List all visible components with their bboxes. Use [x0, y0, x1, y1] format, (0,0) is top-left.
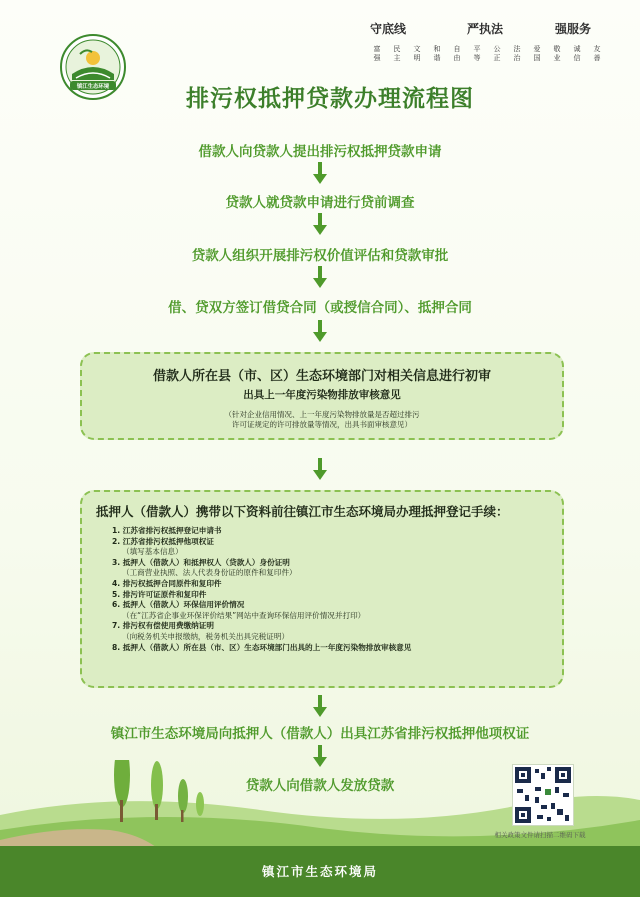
footer-org-name: 镇江市生态环境局: [261, 864, 378, 879]
step-6: 贷款人向借款人发放贷款: [245, 778, 395, 794]
preliminary-review-box: [80, 352, 564, 440]
list-item: 6. 抵押人（借款人）环保信用评价情况: [112, 600, 245, 610]
list-item-note: （向税务机关申报缴纳，税务机关出具完税证明）: [122, 631, 290, 641]
step-5: 镇江市生态环境局向抵押人（借款人）出具江苏省排污权抵押他项权证: [110, 726, 530, 742]
down-arrow-icon: [313, 695, 327, 717]
list-item: 1. 江苏省排污权抵押登记申请书: [112, 526, 222, 535]
step-4: 借、贷双方签订借贷合同（或授信合同）、抵押合同: [168, 300, 472, 316]
down-arrow-icon: [313, 162, 327, 184]
slogan-2: 严执法: [467, 22, 504, 36]
core-value: 爱国: [533, 45, 541, 62]
list-item-note: （填写基本信息）: [122, 547, 183, 557]
core-value: 法治: [513, 45, 521, 62]
core-value: 民主: [393, 45, 401, 62]
step-1: 借款人向贷款人提出排污权抵押贷款申请: [198, 144, 442, 160]
down-arrow-icon: [313, 458, 327, 480]
list-item: 5. 排污许可证原件和复印件: [112, 589, 207, 599]
core-value: 敬业: [553, 45, 561, 62]
down-arrow-icon: [313, 266, 327, 288]
box1-subtitle: 出具上一年度污染物排放审核意见: [243, 389, 401, 401]
core-value: 和谐: [433, 45, 441, 62]
core-value: 平等: [473, 45, 481, 62]
list-item: 4. 排污权抵押合同原件和复印件: [112, 578, 222, 588]
list-item: 3. 抵押人（借款人）和抵押权人（贷款人）身份证明: [112, 557, 290, 567]
box2-title: 抵押人（借款人）携带以下资料前往镇江市生态环境局办理抵押登记手续：: [96, 504, 509, 519]
core-values: [372, 45, 612, 69]
box1-title: 借款人所在县（市、区）生态环境部门对相关信息进行初审: [152, 369, 491, 384]
slogan-1: 守底线: [370, 22, 407, 36]
list-item: 7. 排污权有偿使用费缴纳证明: [112, 621, 214, 631]
core-value: 友善: [593, 45, 601, 62]
logo-emblem-icon: [60, 34, 126, 100]
qr-caption: 相关政策文件请扫描二维码下载: [494, 831, 586, 839]
list-item: 2. 江苏省排污权抵押他项权证: [112, 536, 214, 546]
down-arrow-icon: [313, 213, 327, 235]
box1-note: [152, 410, 492, 430]
page-title: 排污权抵押贷款办理流程图: [186, 85, 474, 112]
logo-text: 镇江生态环境: [76, 84, 110, 90]
box1-note-line-1: （针对企业信用情况、上一年度污染物排放量是否超过排污: [224, 410, 420, 419]
slogans: [370, 20, 620, 40]
registration-materials-box: [80, 490, 564, 688]
qr-code-icon[interactable]: [512, 764, 574, 826]
footer-bar: [0, 846, 640, 897]
list-item: 8. 抵押人（借款人）所在县（市、区）生态环境部门出具的上一年度污染物排放审核意见: [112, 642, 412, 652]
list-item-note: （在“江苏省企事业环保评价结果”网站中查询环保信用评价情况并打印）: [122, 610, 366, 620]
materials-list: [112, 526, 542, 653]
core-value: 自由: [453, 45, 461, 62]
slogan-3: 强服务: [555, 22, 592, 36]
list-item-note: （工商营业执照、法人代表身份证的原件和复印件）: [122, 568, 297, 578]
step-2: 贷款人就贷款申请进行贷前调查: [225, 195, 415, 211]
core-value: 富强: [373, 45, 381, 62]
core-value: 文明: [413, 45, 421, 62]
core-value: 诚信: [573, 45, 581, 62]
box1-note-line-2: 许可证规定的许可排放量等情况，出具书面审核意见）: [232, 420, 412, 429]
step-3: 贷款人组织开展排污权价值评估和贷款审批: [191, 248, 449, 264]
core-value: 公正: [493, 45, 501, 62]
down-arrow-icon: [313, 320, 327, 342]
